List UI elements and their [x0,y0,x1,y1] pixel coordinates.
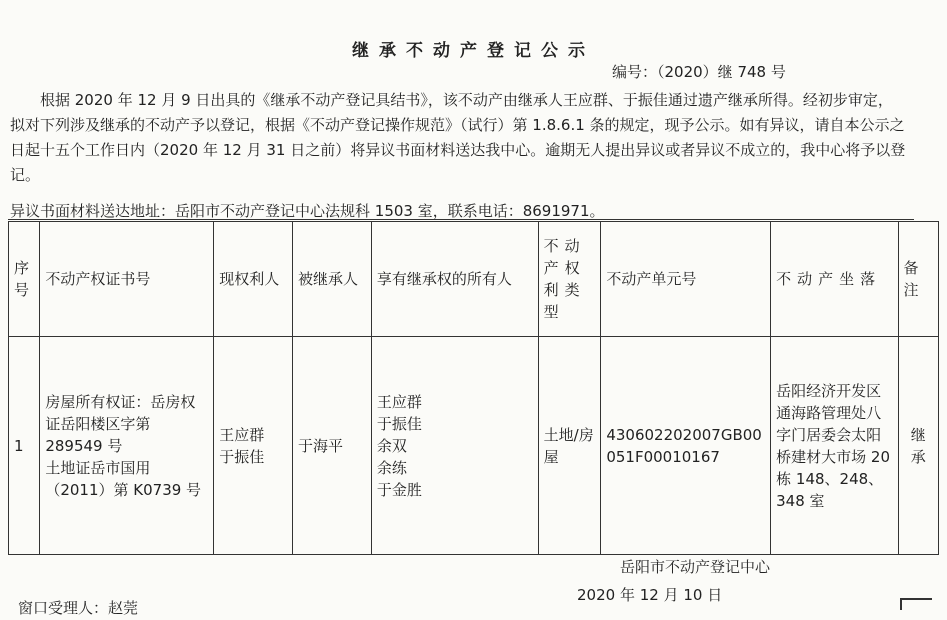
table-row [9,337,939,555]
header-remark: 备注 [898,222,939,337]
page-corner-mark [900,598,932,610]
cell-current-owner [214,337,293,555]
table-header-row [9,222,939,337]
document-title: 继承不动产登记公示 [352,41,595,61]
header-cert-no: 不动产权证书号 [40,222,214,337]
header-rule [8,219,914,220]
cell-location: 岳阳经济开发区通海路管理处八字门居委会太阳桥建材大市场 20 栋 148、248、348 室 [771,337,898,555]
cell-unit-no: 430602202007GB00051F00010167 [601,337,771,555]
heir-name: 于金胜 [376,480,422,499]
heir-name: 余练 [376,458,407,477]
cell-heirs [371,337,538,555]
heir-name: 王应群 [376,392,422,411]
heir-name: 于振佳 [376,414,422,433]
issue-date: 2020 年 12 月 10 日 [577,586,723,604]
inheritance-table [8,221,939,555]
header-current-owner: 现权利人 [214,222,293,337]
header-decedent: 被继承人 [293,222,372,337]
document-number: 编号：（2020）继 748 号 [612,63,786,81]
notice-body: 根据 2020 年 12 月 9 日出具的《继承不动产登记具结书》，该不动产由继承人王应群、于振佳通过遗产继承所得。经初步审定， 拟对下列涉及继承的不动产予以登记，根据《不动产登记操作规范》（试行）第 1.8.6.1 条的规定，现予公示。如有异议，请自本公示之日起十五个工作日内（2020 年 12 月 31 日之前）将异议书面材料送达我中心。逾期无人提出异议或者异议不成立的，我中心将予以登记。 [10,91,906,184]
cell-seq: 1 [9,337,40,555]
owner-name: 王应群 [219,425,265,444]
cell-decedent: 于海平 [293,337,372,555]
cell-remark: 继承 [898,337,939,555]
window-clerk: 窗口受理人：赵莞 [18,599,139,617]
cell-right-type: 土地/房屋 [538,337,601,555]
objection-address: 异议书面材料送达地址：岳阳市不动产登记中心法规科 1503 室，联系电话：8691971。 [10,202,605,220]
cell-cert-no [40,337,214,555]
heir-name: 余双 [376,436,407,455]
issuing-organization: 岳阳市不动产登记中心 [620,558,771,576]
header-location: 不动产坐落 [771,222,898,337]
owner-name: 于振佳 [219,447,265,466]
cert-line-land: 土地证岳市国用（2011）第 K0739 号 [45,458,202,499]
cert-line-house: 房屋所有权证：岳房权证岳阳楼区字第 289549 号 [45,392,196,455]
header-right-type: 不动产权利类型 [538,222,601,337]
header-heirs: 享有继承权的所有人 [371,222,538,337]
header-unit-no: 不动产单元号 [601,222,771,337]
header-seq: 序号 [9,222,40,337]
